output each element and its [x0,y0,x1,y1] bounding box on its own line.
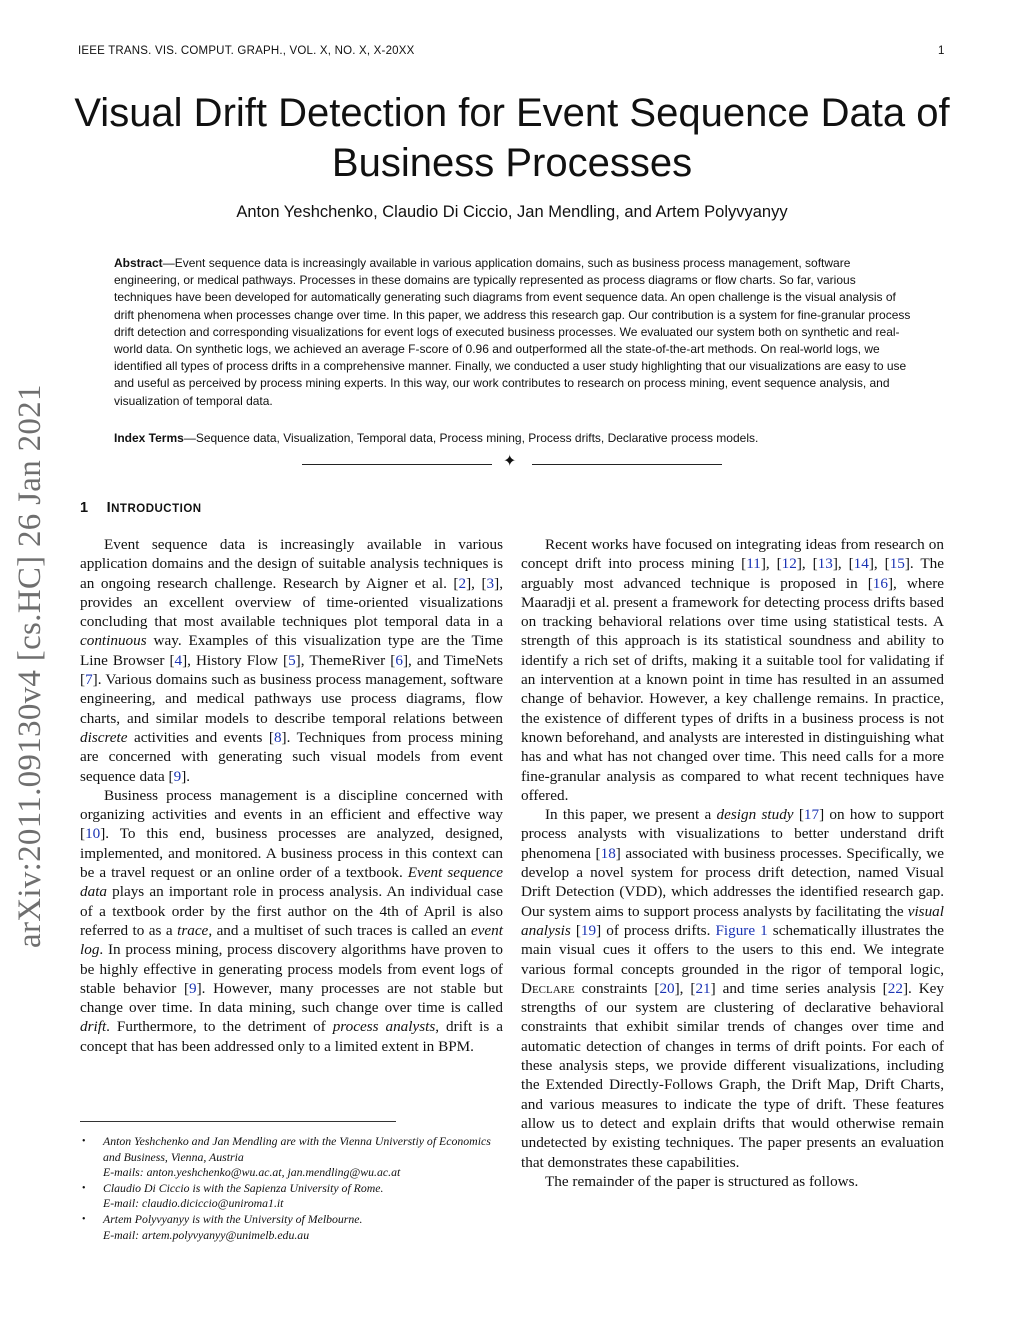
section-title-initial: I [106,500,112,516]
index-terms-label: Index Terms [114,431,184,445]
author-list: Anton Yeshchenko, Claudio Di Ciccio, Jan Mendling, and Artem Polyvyanyy [236,203,788,221]
citation-link[interactable]: 10 [85,825,101,843]
citation-link[interactable]: 17 [803,806,820,824]
citation-link[interactable]: 4 [174,651,183,669]
running-head: IEEE TRANS. VIS. COMPUT. GRAPH., VOL. X, NO. X, X-20XX [78,45,415,57]
footnote-item: • Anton Yeshchenko and Jan Mendling are with the Vienna Universtiy of Economics and Business, Vienna, Austria E-mails: anton.yeshchenko@wu.ac.at, jan.mendling@wu.ac.at [82,1134,491,1180]
citation-link[interactable]: 3 [486,574,495,592]
abstract [114,255,911,410]
index-terms [114,430,911,447]
bullet-icon: • [82,1136,86,1147]
citation-link[interactable]: 5 [288,651,296,669]
author-footnotes [80,1134,508,1243]
citation-link[interactable]: 13 [817,555,833,573]
citation-link[interactable]: 19 [580,921,597,939]
citation-link[interactable]: 20 [659,979,675,997]
abstract-label: Abstract [114,256,163,270]
citation-link[interactable]: 15 [889,555,905,573]
index-terms-text: —Sequence data, Visualization, Temporal data, Process mining, Process drifts, Declarative process models. [183,431,759,445]
citation-link[interactable]: 9 [173,767,182,785]
left-column [80,535,503,1056]
citation-link[interactable]: 18 [600,844,616,862]
citation-link[interactable]: 9 [189,979,197,997]
citation-link[interactable]: 14 [853,555,869,573]
right-column [521,535,944,1191]
bullet-icon: • [82,1182,86,1194]
abstract-text: —Event sequence data is increasingly available in various application domains, such as business process management, software engineering, or medical pathways. Processes in these domains are typically represented as process diagrams or flow charts. So far, various techniques have been developed for automatically generating such diagrams from event sequence data. An open challenge is the visual analysis of drift phenomena when processes change over time. In this paper, we address this research gap. Our contribution is a system for fine-granular process drift detection and corresponding visualizations for event logs of executed business processes. We evaluated our system both on synthetic and real-world data. On synthetic logs, we achieved an average F-score of 0.96 and outperformed all the state-of-the-art methods. On real-world logs, we identified all types of process drifts in a comprehensive manner. Finally, we conducted a user study highlighting that our visualizations are easy to use and useful as perceived by process mining experts. In this way, our work contributes to research on process mining, event sequence analysis, and visualization of temporal data. [114,256,911,408]
citation-link[interactable]: 6 [395,651,403,669]
intro-paragraph-3: Recent works have focused on integrating ideas from research on concept drift into process mining [11], [12], [13], [14], [15]. The arguably most advanced technique is proposed in [16], where Maaradji et al. present a framework for detecting process drifts based on tracking behavioral relations over time using statistical tests. A strength of this approach is its statistical soundness and ability to identify a rich set of drifts, making it a suitable tool for validating if an intervention at a known point in time has resulted in an assumed change of behavior. However, a key challenge remains. In practice, the existence of different types of drifts in a business process is not known beforehand, and analysts are interested in distinguishing what has and what has not changed over time. This need calls for a more fine-granular analysis as compared to what recent techniques have offered. [521,536,944,804]
citation-link[interactable]: 11 [746,555,761,573]
citation-link[interactable]: 2 [458,574,467,592]
intro-paragraph-2: Business process management is a discipline concerned with organizing activities and events in an efficient and effective way [10]. To this end, business processes are analyzed, designed, implemented, and monitored. A business process in this context can be a travel request or an online order of a textbook. Event sequence data plays an important role in process analysis. An individual case of a textbook order by the first author on the 4th of April is also referred to as a trace, and a multiset of such traces is called an event log. In process mining, process discovery algorithms have proven to be highly effective in generating process models from event logs of stable behavior [9]. However, many processes are not stable but change over time. In data mining, such change over time is called drift. Furthermore, to the detriment of process analysts, drift is a concept that has been addressed only to a limited extent in BPM. [80,786,503,1055]
citation-link[interactable]: 7 [85,671,93,689]
figure-link[interactable]: Figure 1 [715,921,768,939]
section-heading [80,500,202,516]
paper-title: Visual Drift Detection for Event Sequence Data of Business Processes [74,91,950,185]
divider-rule-left [302,464,492,465]
bullet-icon: • [82,1213,86,1225]
intro-paragraph-1: Event sequence data is increasingly available in various application domains and the design of suitable analysis techniques is an ongoing research challenge. Research by Aigner et al. [2], [3], provides an excellent overview of time-oriented visualizations concluding that most available techniques plot temporal data in a continuous way. Examples of this visualization type are the Time Line Browser [4], History Flow [5], ThemeRiver [6], and TimeNets [7]. Various domains such as business process management, software engineering, and medical pathways use process diagrams, flow charts, and similar models to describe temporal relations between discrete activities and events [8]. Techniques from process mining are concerned with generating such visual models from event sequence data [9]. [80,536,503,785]
citation-link[interactable]: 22 [887,979,903,997]
citation-link[interactable]: 21 [695,979,711,997]
citation-link[interactable]: 12 [781,555,797,573]
section-number: 1 [80,500,89,516]
citation-link[interactable]: 8 [273,728,282,746]
intro-paragraph-4: In this paper, we present a design study [17] on how to support process analysts with visualizations to better understand drift phenomena [18] associated with business processes. Specifically, we develop a novel system for process drift detection, named Visual Drift Detection (VDD), which addresses the identified research gap. Our system aims to support process analysts by facilitating the visual analysis [19] of process drifts. Figure 1 schematically illustrates the main visual cues it offers to the users to this end. We integrate various formal concepts grounded in the rigor of temporal logic, Declare constraints [20], [21] and time series analysis [22]. Key strengths of our system are clustering of declarative behavioral constraints that exhibit similar trends of changes over time and automatic detection of changes in terms of drift points. For each of these analysis steps, we provide different visualizations, including the Extended Directly-Follows Graph, the Drift Map, Drift Charts, and various measures to indicate the type of drift. These features allow us to detect and explain drifts that would otherwise remain undetected by existing techniques. The paper presents an evaluation that demonstrates these capabilities. [521,806,945,1171]
page-number: 1 [938,45,945,57]
divider-star-icon: ✦ [503,453,517,470]
arxiv-stamp: arXiv:2011.09130v4 [cs.HC] 26 Jan 2021 [12,384,48,948]
divider-rule-right [532,464,722,465]
footnote-item: • Claudio Di Ciccio is with the Sapienza University of Rome. E-mail: claudio.diciccio@uniroma1.it [82,1180,384,1211]
footnote-item: • Artem Polyvyanyy is with the University of Melbourne. E-mail: artem.polyvyanyy@unimelb.edu.au [82,1211,363,1242]
intro-paragraph-5: The remainder of the paper is structured as follows. [545,1172,859,1190]
declare-term: Declare [521,979,575,997]
footnote-rule [80,1121,396,1122]
section-title-rest: NTRODUCTION [111,503,202,515]
citation-link[interactable]: 16 [872,574,888,592]
